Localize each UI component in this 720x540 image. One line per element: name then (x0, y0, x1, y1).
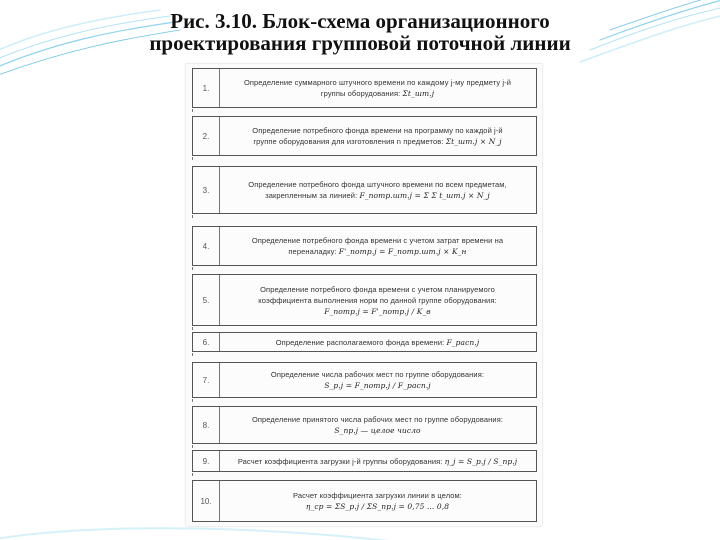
step-formula: η_j = S_p.j / S_пр.j (444, 456, 518, 466)
connector-arrow (192, 445, 207, 448)
step-text: Определение располагаемого фонда времени: F_расп.j (275, 337, 480, 347)
step-2-box (192, 116, 537, 156)
connector-arrow (192, 267, 207, 270)
connector-arrow (192, 473, 207, 476)
step-formula: F_потр.шт.j = Σ Σ t_шт.j × N_j (359, 191, 490, 200)
step-text: Определение суммарного штучного времени по каждому j-му предмету j-й (243, 78, 512, 87)
step-number: 4. (193, 227, 220, 265)
step-number: 6. (193, 333, 220, 351)
step-text: Расчет коэффициента загрузки j-й группы оборудования: η_j = S_p.j / S_пр.j (237, 456, 518, 466)
step-9-box (192, 450, 537, 472)
step-text: Определение числа рабочих мест по группе оборудования: (270, 370, 485, 379)
step-formula: F_потр.j = F'_потр.j / K_в (324, 306, 431, 316)
step-formula: Σt_шт.j (402, 89, 435, 98)
step-number: 7. (193, 363, 220, 397)
step-3-box (192, 166, 537, 214)
flowchart-image (186, 64, 542, 526)
connector-arrow (192, 215, 207, 218)
step-formula: S_пр.j — целое число (334, 426, 421, 435)
step-text: Определение потребного фонда времени с учетом затрат времени на (251, 236, 504, 245)
step-4-box (192, 226, 537, 266)
connector-arrow (192, 399, 207, 402)
step-1-box (192, 68, 537, 108)
connector-arrow (192, 109, 207, 112)
step-number: 8. (193, 407, 220, 443)
step-text: коэффициента выполнения норм по данной группе оборудования: (258, 295, 497, 305)
step-6-box (192, 332, 537, 352)
step-text: Определение потребного фонда времени на программу по каждой j-й (252, 126, 503, 135)
step-number: 5. (193, 275, 220, 325)
step-10-box (192, 480, 537, 522)
figure-caption (100, 10, 620, 54)
step-formula: F_расп.j (446, 337, 480, 347)
caption-line-1: Рис. 3.10. Блок-схема организационного (170, 9, 550, 33)
connector-arrow (192, 327, 207, 330)
step-text: Расчет коэффициента загрузки линии в целом: (293, 491, 462, 500)
step-number: 2. (193, 117, 220, 155)
step-formula: F'_потр.j = F_потр.шт.j × K_н (338, 247, 467, 256)
step-formula: S_p.j = F_потр.j / F_расп.j (324, 381, 431, 390)
step-number: 10. (193, 481, 220, 521)
step-text: группы оборудования: Σt_шт.j (320, 89, 435, 98)
step-text: группе оборудования для изготовления n предметов: Σt_шт.j × N_j (253, 137, 502, 146)
step-number: 1. (193, 69, 220, 107)
step-7-box (192, 362, 537, 398)
step-formula: Σt_шт.j × N_j (445, 137, 502, 146)
step-text: Определение потребного фонда штучного времени по всем предметам, (248, 180, 507, 189)
step-number: 3. (193, 167, 220, 213)
step-8-box (192, 406, 537, 444)
step-formula: η_ср = ΣS_p.j / ΣS_пр.j = 0,75 ... 0,8 (305, 502, 450, 511)
connector-arrow (192, 157, 207, 160)
step-5-box (192, 274, 537, 326)
step-text: Определение потребного фонда времени с учетом планируемого (260, 284, 495, 294)
connector-arrow (192, 353, 207, 356)
step-number: 9. (193, 451, 220, 471)
step-text: Определение принятого числа рабочих мест по группе оборудования: (251, 415, 504, 424)
step-text: переналадку: F'_потр.j = F_потр.шт.j × K_н (288, 247, 467, 256)
caption-line-2: проектирования групповой поточной линии (149, 31, 571, 55)
step-text: закрепленным за линией: F_потр.шт.j = Σ Σ t_шт.j × N_j (265, 191, 490, 200)
